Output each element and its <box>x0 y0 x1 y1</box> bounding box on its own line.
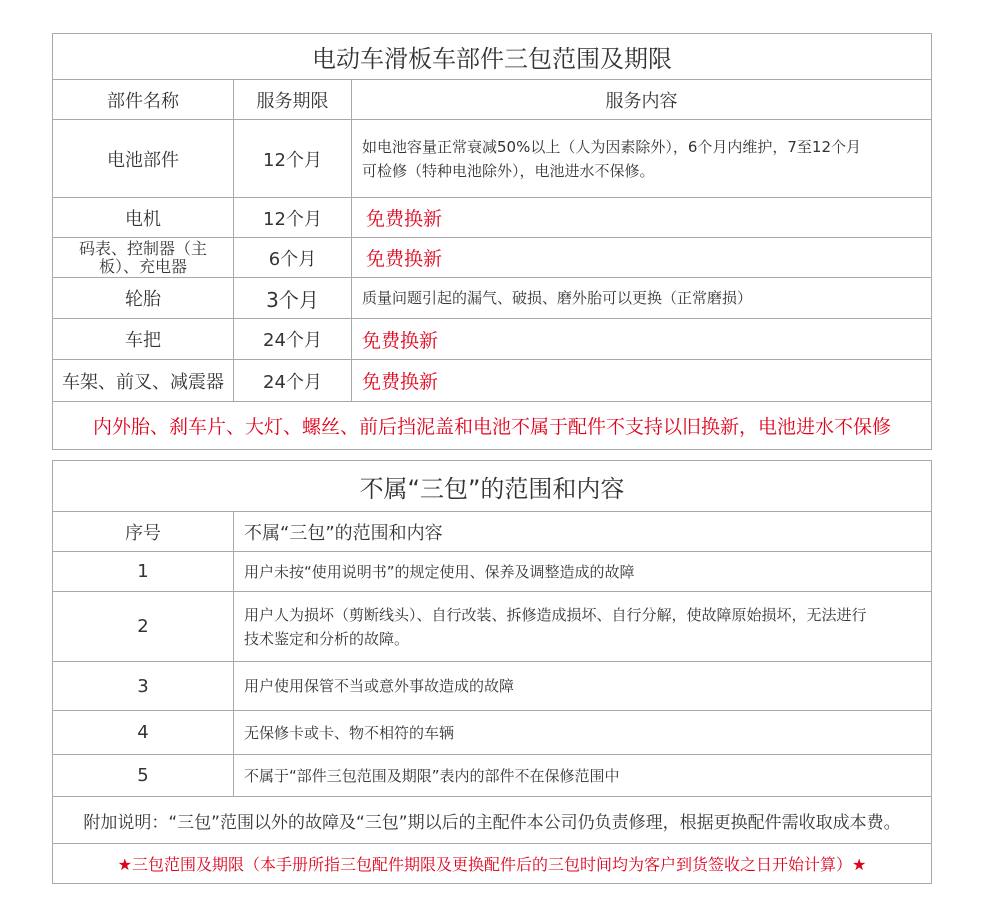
service-period: 12个月 <box>233 120 351 197</box>
table-row <box>53 119 931 197</box>
service-content: 免费换新 <box>351 360 931 401</box>
table-row <box>53 277 931 318</box>
table1-title: 电动车滑板车部件三包范围及期限 <box>312 45 672 73</box>
table-row <box>53 197 931 237</box>
service-period: 24个月 <box>233 360 351 401</box>
service-content: 免费换新 <box>351 238 931 277</box>
warranty-period-table <box>52 33 932 450</box>
table-row <box>53 661 931 710</box>
table-footer-row <box>53 401 931 449</box>
table-row <box>53 318 931 359</box>
table-header-row <box>53 79 931 119</box>
row-content: 无保修卡或卡、物不相符的车辆 <box>233 711 931 754</box>
table-row <box>53 710 931 754</box>
table1-footer-note: 内外胎、刹车片、大灯、螺丝、前后挡泥盖和电池不属于配件不支持以旧换新，电池进水不保修 <box>92 416 891 438</box>
table-row <box>53 754 931 796</box>
row-content: 不属于“部件三包范围及期限”表内的部件不在保修范围中 <box>233 755 931 796</box>
header-part-name: 部件名称 <box>107 90 179 112</box>
part-name: 车把 <box>125 330 161 351</box>
row-content: 用户未按“使用说明书”的规定使用、保养及调整造成的故障 <box>233 552 931 591</box>
service-content: 如电池容量正常衰减50%以上（人为因素除外），6个月内维护，7至12个月可检修（特种电池除外），电池进水不保修。 <box>351 120 931 197</box>
table-row <box>53 551 931 591</box>
additional-note: 附加说明：“三包”范围以外的故障及“三包”期以后的主配件本公司仍负责修理，根据更换配件需收取成本费。 <box>83 812 901 833</box>
row-number: 4 <box>137 722 149 743</box>
header-service-period: 服务期限 <box>233 80 351 119</box>
table-note-row <box>53 843 931 883</box>
row-number: 1 <box>137 561 149 582</box>
part-name: 轮胎 <box>125 289 161 310</box>
table-row <box>53 237 931 277</box>
warranty-start-note: ★三包范围及期限（本手册所指三包配件期限及更换配件后的三包时间均为客户到货签收之日开始计算）★ <box>117 855 867 874</box>
part-name: 车架、前叉、减震器 <box>62 371 224 393</box>
service-period: 3个月 <box>233 278 351 318</box>
header-scope: 不属“三包”的范围和内容 <box>233 512 931 551</box>
header-number: 序号 <box>125 522 161 544</box>
header-service-content: 服务内容 <box>351 80 931 119</box>
service-period: 12个月 <box>233 198 351 237</box>
non-warranty-table <box>52 460 932 884</box>
row-number: 5 <box>137 765 149 786</box>
service-content: 免费换新 <box>351 319 931 359</box>
service-period: 6个月 <box>233 238 351 277</box>
part-name: 电机 <box>125 208 161 230</box>
table-row <box>53 359 931 401</box>
service-period: 24个月 <box>233 319 351 359</box>
part-name: 电池部件 <box>107 149 179 171</box>
table-note-row <box>53 796 931 843</box>
table-row <box>53 591 931 661</box>
row-content: 用户人为损坏（剪断线头）、自行改装、拆修造成损坏、自行分解，使故障原始损坏，无法进行技术鉴定和分析的故障。 <box>233 592 931 661</box>
service-content: 免费换新 <box>351 198 931 237</box>
row-number: 2 <box>137 616 149 637</box>
row-content: 用户使用保管不当或意外事故造成的故障 <box>233 662 931 710</box>
row-number: 3 <box>137 675 149 697</box>
table-title-row <box>53 34 931 79</box>
table-title-row <box>53 461 931 511</box>
part-name: 码表、控制器（主板）、充电器 <box>78 238 207 276</box>
table2-title: 不属“三包”的范围和内容 <box>359 474 625 503</box>
table-header-row <box>53 511 931 551</box>
service-content: 质量问题引起的漏气、破损、磨外胎可以更换（正常磨损） <box>351 278 931 318</box>
